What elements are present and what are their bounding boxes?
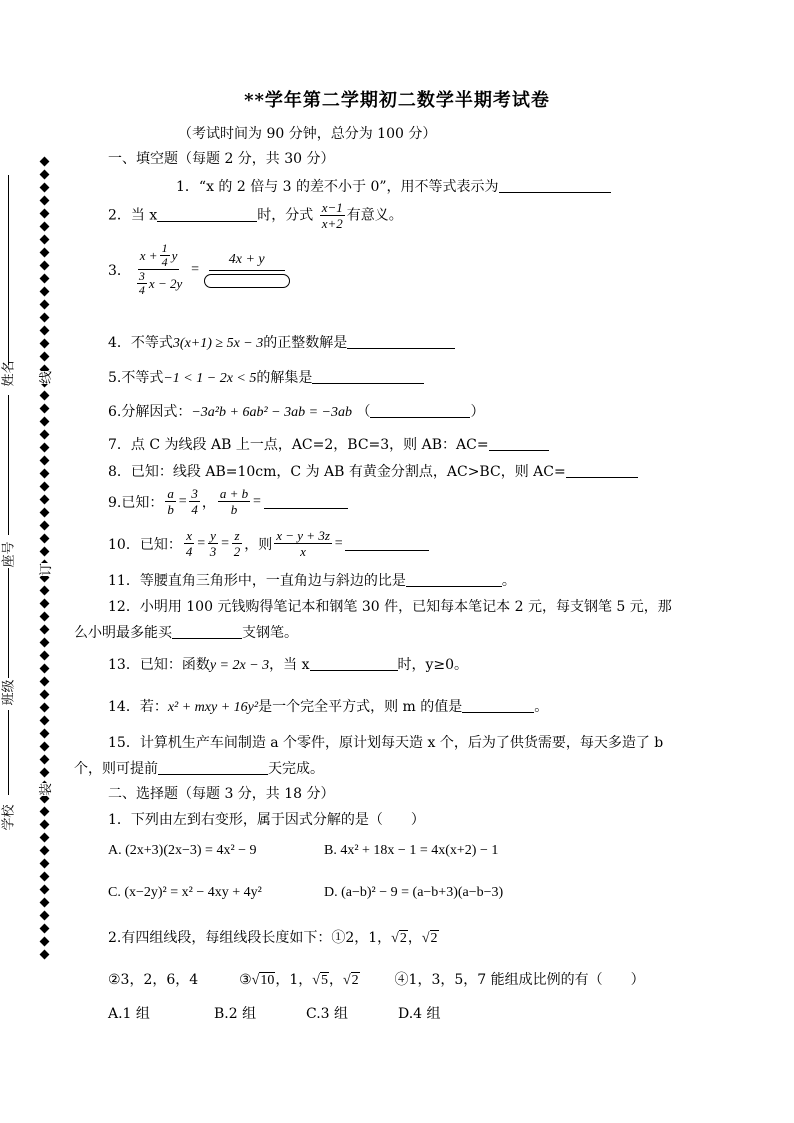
answer-blank-9[interactable]	[264, 494, 348, 509]
choice-2-option-c[interactable]: C.3 组	[306, 1006, 349, 1022]
question-6: 6.分解因式：−3a²b + 6ab² − 3ab = −3ab （ ）	[108, 404, 485, 420]
answer-blank-3[interactable]	[204, 274, 290, 288]
diamond-mark	[39, 534, 49, 544]
diamond-mark	[39, 638, 49, 648]
section-heading-fill: 一、填空题（每题 2 分，共 30 分）	[108, 151, 335, 167]
diamond-mark	[39, 625, 49, 635]
diamond-mark	[39, 924, 49, 934]
question-7: 7．点 C 为线段 AB 上一点，AC=2，BC=3，则 AB：AC=	[108, 434, 549, 454]
diamond-mark	[39, 950, 49, 960]
diamond-mark	[39, 326, 49, 336]
section-heading-choice: 二、选择题（每题 3 分，共 18 分）	[108, 786, 335, 802]
diamond-mark	[39, 339, 49, 349]
diamond-mark	[39, 352, 49, 362]
page-title: **学年第二学期初二数学半期考试卷	[244, 90, 550, 111]
question-3-label: 3．	[108, 262, 131, 279]
diamond-mark	[39, 300, 49, 310]
question-11: 11．等腰直角三角形中，一直角边与斜边的比是 。	[108, 573, 516, 589]
diamond-mark	[39, 209, 49, 219]
diamond-mark	[39, 833, 49, 843]
diamond-mark	[39, 391, 49, 401]
diamond-mark	[39, 313, 49, 323]
question-5: 5.不等式−1 < 1 − 2x < 5的解集是	[108, 367, 424, 387]
diamond-mark	[39, 846, 49, 856]
diamond-mark	[39, 820, 49, 830]
side-label-id: 座号	[1, 541, 17, 568]
diamond-mark	[39, 716, 49, 726]
diamond-mark	[39, 443, 49, 453]
diamond-mark	[39, 690, 49, 700]
binding-diamonds	[38, 156, 50, 962]
diamond-mark	[39, 248, 49, 258]
question-2-mid: 时，分式	[257, 207, 314, 224]
choice-2-option-a[interactable]: A.1 组	[108, 1006, 150, 1022]
question-10: 10．已知： $\frac{x}{4}$ = $\frac{y}{3}$ = $\frac{z}{2}$ ，则 $\frac{x - y + 3z}{x}$ =	[108, 528, 429, 559]
diamond-mark	[39, 196, 49, 206]
answer-blank-12[interactable]	[172, 624, 242, 639]
answer-blank-2[interactable]	[157, 207, 257, 222]
choice-question-1: 1．下列由左到右变形，属于因式分解的是（ ）	[108, 812, 425, 828]
diamond-mark	[39, 157, 49, 167]
binding-line-id	[8, 395, 9, 535]
complex-fraction-q3: x + $\frac{1}{4}$ y $\frac{3}{4}$ x − 2y	[138, 241, 183, 297]
side-label-school: 学校	[1, 804, 17, 831]
diamond-mark	[39, 183, 49, 193]
diamond-mark	[39, 469, 49, 479]
exam-info: （考试时间为 90 分钟，总分为 100 分）	[178, 126, 437, 142]
diamond-mark	[39, 456, 49, 466]
diamond-mark	[39, 664, 49, 674]
question-2-pre: 2．当 x	[108, 207, 158, 224]
diamond-mark	[39, 651, 49, 661]
diamond-mark	[39, 807, 49, 817]
side-label-name: 姓名	[1, 360, 17, 387]
question-1-text: 1．“x 的 2 倍与 3 的差不小于 0”，用不等式表示为	[176, 179, 499, 195]
diamond-mark	[39, 742, 49, 752]
diamond-mark	[39, 274, 49, 284]
side-label-xian: 线	[35, 371, 54, 384]
diamond-mark	[39, 495, 49, 505]
question-9: 9.已知： $\frac{a}{b}$ = $\frac{3}{4}$ ， $\frac{a + b}{b}$ =	[108, 486, 348, 517]
choice-2-option-b[interactable]: B.2 组	[214, 1006, 257, 1022]
diamond-mark	[39, 547, 49, 557]
question-12-line-2: 么小明最多能买 支钢笔。	[74, 625, 298, 641]
choice-question-2: 2.有四组线段，每组线段长度如下：①2，1，√2，√2	[108, 930, 438, 946]
diamond-mark	[39, 729, 49, 739]
question-14: 14．若：x² + mxy + 16y²是一个完全平方式，则 m 的值是 。	[108, 699, 549, 715]
diamond-mark	[39, 768, 49, 778]
answer-blank-10[interactable]	[345, 536, 429, 551]
answer-blank-4[interactable]	[347, 334, 455, 349]
side-label-ding: 订	[35, 563, 54, 576]
diamond-mark	[39, 612, 49, 622]
side-label-zhuang: 装	[35, 783, 54, 796]
question-1	[176, 176, 611, 196]
answer-blank-13[interactable]	[310, 656, 398, 671]
diamond-mark	[39, 430, 49, 440]
answer-blank-7[interactable]	[489, 436, 549, 451]
equals-q3: =	[190, 261, 200, 277]
answer-blank-11[interactable]	[406, 572, 502, 587]
diamond-mark	[39, 521, 49, 531]
diamond-mark	[39, 222, 49, 232]
answer-blank-15[interactable]	[158, 760, 268, 775]
diamond-mark	[39, 235, 49, 245]
binding-line-name	[8, 175, 9, 365]
diamond-mark	[39, 482, 49, 492]
question-8: 8．已知：线段 AB=10cm，C 为 AB 有黄金分割点，AC>BC，则 AC=	[108, 461, 638, 481]
choice-1-option-c[interactable]: C. (x−2y)² = x² − 4xy + 4y²	[108, 885, 262, 900]
diamond-mark	[39, 859, 49, 869]
fraction-q2: $\frac{x-1}{x+2}$	[321, 200, 343, 231]
question-3	[108, 242, 290, 297]
diamond-mark	[39, 417, 49, 427]
answer-blank-5[interactable]	[312, 369, 424, 384]
diamond-mark	[39, 872, 49, 882]
fraction-q3-rhs: 4x + y	[204, 252, 290, 288]
question-13: 13．已知：函数y = 2x − 3，当 x 时，y≥0。	[108, 657, 469, 673]
diamond-mark	[39, 287, 49, 297]
choice-2-option-d[interactable]: D.4 组	[398, 1006, 441, 1022]
answer-blank-6[interactable]	[370, 403, 470, 418]
diamond-mark	[39, 677, 49, 687]
answer-blank-14[interactable]	[462, 698, 534, 713]
question-2-post: 有意义。	[346, 207, 403, 224]
choice-1-option-a[interactable]: A. (2x+3)(2x−3) = 4x² − 9	[108, 843, 257, 858]
diamond-mark	[39, 508, 49, 518]
choice-1-option-b[interactable]: B. 4x² + 18x − 1 = 4x(x+2) − 1	[324, 843, 499, 858]
diamond-mark	[39, 703, 49, 713]
choice-1-option-d[interactable]: D. (a−b)² − 9 = (a−b+3)(a−b−3)	[324, 885, 504, 900]
diamond-mark	[39, 599, 49, 609]
diamond-mark	[39, 911, 49, 921]
question-12-line-1: 12．小明用 100 元钱购得笔记本和钢笔 30 件，已知每本笔记本 2 元，每支钢笔 5 元，那	[108, 599, 672, 615]
diamond-mark	[39, 898, 49, 908]
binding-line-school	[8, 710, 9, 795]
diamond-mark	[39, 170, 49, 180]
side-label-class: 班级	[1, 679, 17, 706]
binding-line-class	[8, 568, 9, 678]
answer-blank-8[interactable]	[566, 463, 638, 478]
diamond-mark	[39, 937, 49, 947]
diamond-mark	[39, 586, 49, 596]
diamond-mark	[39, 404, 49, 414]
question-15-line-2: 个，则可提前 天完成。	[74, 761, 324, 777]
diamond-mark	[39, 755, 49, 765]
question-2	[108, 200, 403, 231]
diamond-mark	[39, 885, 49, 895]
question-15-line-1: 15．计算机生产车间制造 a 个零件，原计划每天造 x 个，后为了供货需要，每天多造了 b	[108, 735, 664, 751]
choice-question-2-groups: ②3，2，6，4 ③√10，1，√5，√2 ④1，3，5，7 能组成比例的有（ ）	[108, 972, 645, 988]
question-4: 4．不等式3(x+1) ≥ 5x − 3的正整数解是	[108, 332, 455, 352]
answer-blank-1[interactable]	[499, 178, 611, 193]
diamond-mark	[39, 261, 49, 271]
